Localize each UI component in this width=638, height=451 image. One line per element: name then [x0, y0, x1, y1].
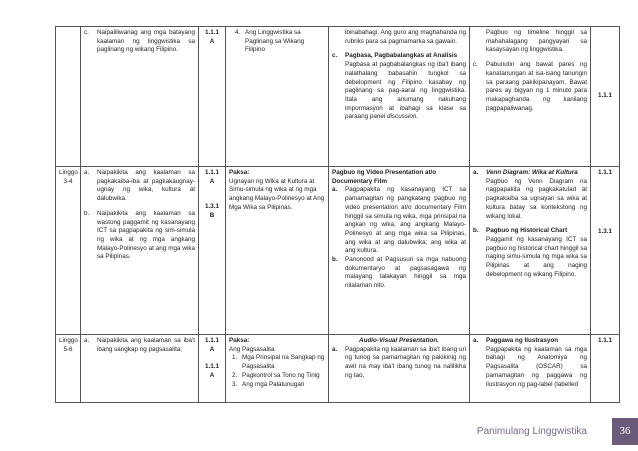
assessment-code-cell: 1.1.1 [591, 27, 620, 167]
week-cell [56, 27, 81, 167]
list-item: a. Pagpapakita ng kasanayang ICT sa pamamagitan ng pangkatang pagbuo ng video presentation at/o documentary Film hinggil sa simula ng wika, mga prinsipal na angkan ng wika, ang angkang Malayo-Polinesyo at ang mga wika sa Pilipinas, ang wika at ang dalubwika; ang wika at ang kultura. [332, 186, 466, 255]
table-row [56, 335, 620, 403]
activity-cell: Audio-Visual Presentation. a. Pagpapakita ng kaalaman sa iba't ibang uri ng tunog sa pamamagitan ng pakikinig ng awit na may iba't ibang tunog na nalilikha ng tao, [329, 335, 470, 403]
topic-cell: Paksa: Ang Pagsasalita 1. Mga Prinsipal na Sangkap ng Pagsasalita 2. Pagkontrol sa Tono ng Tinig 3. Ang mga Palatunugan [226, 335, 329, 403]
list-item: b. Naipakikita ang kaalaman sa wastong paggamit ng kasanayang ICT sa pagpapakita ng sim-simula ng wika at ng mga angkang Malayo-Polinesyo at ang mga wika sa Pilipinas. [84, 209, 195, 261]
week-cell: Linggo 5-6 [56, 335, 81, 403]
table-row [56, 27, 620, 167]
assessment-code-cell: 1.1.1 1.3.1 [591, 167, 620, 335]
topic-cell: Paksa: Ugnayan ng Wika at Kultura at Simu-simula ng wika at ng mga angkang Malayo-Polinesyo at Ang Mga Wika sa Pilipinas. [226, 167, 329, 335]
assessment-cell [470, 27, 591, 167]
list-item: c. Pagbasa, Pagbabalangkas at Analisis Pagbasa at pagbabalangkas ng iba't ibang nalathalang babasahin tungkol sa debelopment ng Filipino kasabay ng paglinang sa pag-aaral ng linggwistika. Itala ang anumang nakuhang impormasyon at ibahagi sa klase sa paraang panel discussion. [332, 52, 466, 121]
list-item: a. Naipakikita ang kaalaman sa iba't ibang sangkap ng pagsasalita; [84, 337, 195, 353]
assessment-cell [470, 335, 591, 403]
code-cell: 1.1.1 A [199, 27, 226, 167]
list-item: a. Naipakikita ang kaalaman sa pagkakaiba-iba at pagkakaugnay-ugnay ng wika, kultura at dalubwika. [84, 169, 195, 203]
code-cell: 1.1.1 A 1.1.1 A [199, 335, 226, 403]
competency-cell [81, 167, 199, 335]
list-item: a. Venn Diagram: Wika at Kultura Pagbuo ng Venn Diagram na nagpapakita ng pagkakatulad at pagkakaiba sa ugnayan sa wika at kultura batay sa kontekstong ng wikang lokal. [473, 169, 587, 220]
list-item: c. Naipaliliwanag ang mga batayang kaalaman ng linggwistika sa paglinang ng wikang Filipino. [84, 29, 195, 54]
list-item: 1. Mga Prinsipal na Sangkap ng Pagsasalita [232, 354, 325, 371]
activity-cell [329, 27, 470, 167]
activity-cell: Pagbuo ng Video Presentation at/o Documentary Film a. Pagpapakita ng kasanayang ICT sa pamamagitan ng pangkatang pagbuo ng video presentation at/o documentary Film hinggil sa simula ng wika, mga prinsipal na angkan ng wika, ang angkang Malayo-Polinesyo at ang mga wika sa Pilipinas, ang wika at ang dalubwika; ang wika at ang kultura. b. Panonood at Pagsusuri sa mga nabuong dokumentaryo at pagsasagawa ng malayang talakayan hinggil sa mga nilalaman nito. [329, 167, 470, 335]
curriculum-table [55, 26, 620, 403]
page-number: 36 [612, 418, 638, 445]
list-item: a. Pagpapakita ng kaalaman sa iba't ibang uri ng tunog sa pamamagitan ng pakikinig ng awit na may iba't ibang tunog na nalilikha ng tao, [332, 345, 466, 379]
list-item: 2. Pagkontrol sa Tono ng Tinig [232, 371, 320, 379]
assessment-cell [470, 167, 591, 335]
list-item: b. Panonood at Pagsusuri sa mga nabuong dokumentaryo at pagsasagawa ng malayang talakayan hinggil sa mga nilalaman nito. [332, 256, 466, 290]
code-cell: 1.1.1 A 1.3.1 B [199, 167, 226, 335]
competency-cell [81, 27, 199, 167]
assessment-code-cell: 1.1.1 [591, 335, 620, 403]
topic-cell [226, 27, 329, 167]
footer-title: Panimulang Linggwistika [476, 426, 587, 437]
list-item: Pagbuo ng timeline hinggil sa mahahalagang pangyayari sa kasaysayan ng linggwistika. [486, 29, 587, 54]
list-item: a. Paggawa ng Ilustrasyon Pagpapakita ng kaalaman sa mga bahagi ng Anatomiya ng Pagsasalita (OSCAR) sa pamamagitan ng paggawa ng ilustrasyon ng pag-label (labelled [473, 337, 587, 388]
list-item: b. Pagbuo ng Historical Chart Paggamit ng kasanayang ICT sa pagbuo ng historical chart hinggil sa naging simu-simula ng mga wika sa Pilipinas at ang naging debelopment ng wikang Filipino. [473, 227, 587, 278]
competency-cell [81, 335, 199, 403]
table-row [56, 167, 620, 335]
list-item: 3. Ang mga Palatunugan [232, 380, 305, 388]
footer [0, 418, 612, 445]
list-item: c. Pabunutin ang bawat pares ng kanatanungan at isa-isang tanungin sa paraang pakikipanayam. Bawat pares ay bigyan ng 1 minuto para makapaghanda ng kanilang pagpapaliwanag. [473, 61, 587, 112]
week-cell: Linggo 3-4 [56, 167, 81, 335]
list-item: 4. Ang Linggwistika sa Paglinang sa Wikang Filipino [235, 29, 305, 54]
top-margin [0, 0, 638, 26]
list-item: ibinabahagi. Ang guro ang maghahanda ng rubriks para sa pagmamarka sa gawain. [345, 29, 466, 45]
